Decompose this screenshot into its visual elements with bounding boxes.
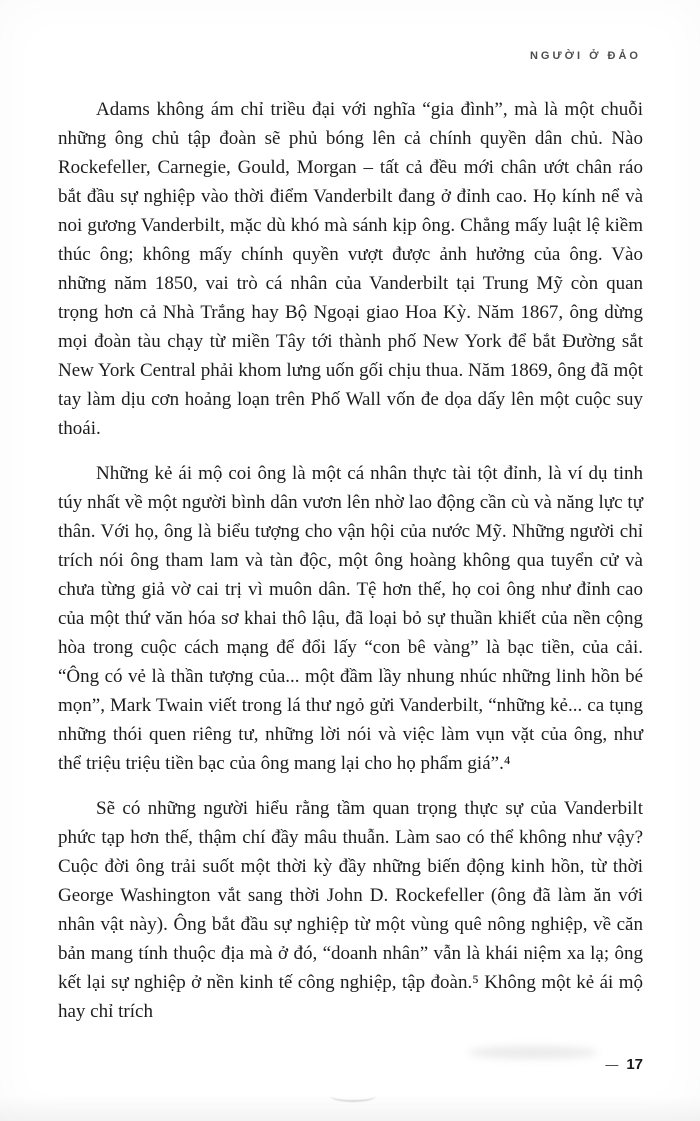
- scan-smudge: [468, 1046, 598, 1059]
- page-curl-mark: [330, 1090, 376, 1102]
- paragraph-1: Adams không ám chỉ triều đại với nghĩa “gia đình”, mà là một chuỗi những ông chủ tập đoàn sẽ phủ bóng lên cả chính quyền dân chủ. Nào Rockefeller, Carnegie, Gould, Morgan – tất cả đều mới chân ướt chân ráo bắt đầu sự nghiệp vào thời điểm Vanderbilt đang ở đỉnh cao. Họ kính nể và noi gương Vanderbilt, mặc dù khó mà sánh kịp ông. Chẳng mấy luật lệ kiềm thúc ông; không mấy chính quyền vượt được ảnh hưởng của ông. Vào những năm 1850, vai trò cá nhân của Vanderbilt tại Trung Mỹ còn quan trọng hơn cả Nhà Trắng hay Bộ Ngoại giao Hoa Kỳ. Năm 1867, ông dừng mọi đoàn tàu chạy từ miền Tây tới thành phố New York để bắt Đường sắt New York Central phải khom lưng uốn gối chịu thua. Năm 1869, ông đã một tay làm dịu cơn hoảng loạn trên Phố Wall vốn đe dọa dấy lên một cuộc suy thoái.: [58, 99, 643, 439]
- running-header: NGƯỜI Ở ĐẢO: [529, 50, 641, 62]
- page-number: 17: [626, 1056, 643, 1073]
- page-footer: [605, 1056, 643, 1073]
- bottom-page-shade: [0, 1095, 700, 1121]
- page-body: [58, 95, 643, 1026]
- paragraph-3: Sẽ có những người hiểu rằng tầm quan trọng thực sự của Vanderbilt phức tạp hơn thế, thậm chí đầy mâu thuẫn. Làm sao có thể không như vậy? Cuộc đời ông trải suốt một thời kỳ đầy những biến động kinh hồn, từ thời George Washington vắt sang thời John D. Rockefeller (ông đã làm ăn với nhân vật này). Ông bắt đầu sự nghiệp từ một vùng quê nông nghiệp, về căn bản mang tính thuộc địa mà ở đó, “doanh nhân” vẫn là khái niệm xa lạ; ông kết lại sự nghiệp ở nền kinh tế công nghiệp, tập đoàn.⁵ Không một kẻ ái mộ hay chỉ trích: [58, 798, 643, 1022]
- footer-dash: —: [605, 1057, 619, 1072]
- paragraph-2: Những kẻ ái mộ coi ông là một cá nhân thực tài tột đỉnh, là ví dụ tinh túy nhất về một người bình dân vươn lên nhờ lao động cần cù và năng lực tự thân. Với họ, ông là biểu tượng cho vận hội của nước Mỹ. Những người chỉ trích nói ông tham lam và tàn độc, một ông hoàng không qua tuyển cử và chưa từng giả vờ cai trị vì muôn dân. Tệ hơn thế, họ coi ông như đỉnh cao của một thứ văn hóa sơ khai thô lậu, đã loại bỏ sự thuần khiết của nền cộng hòa trong cuộc cách mạng để đổi lấy “con bê vàng” là bạc tiền, của cải. “Ông có vẻ là thần tượng của... một đầm lầy nhung nhúc những linh hồn bé mọn”, Mark Twain viết trong lá thư ngỏ gửi Vanderbilt, “những kẻ... ca tụng những thói quen riêng tư, những lời nói và việc làm vụn vặt của ông, như thể triệu triệu tiền bạc của ông mang lại cho họ phẩm giá”.⁴: [58, 463, 643, 774]
